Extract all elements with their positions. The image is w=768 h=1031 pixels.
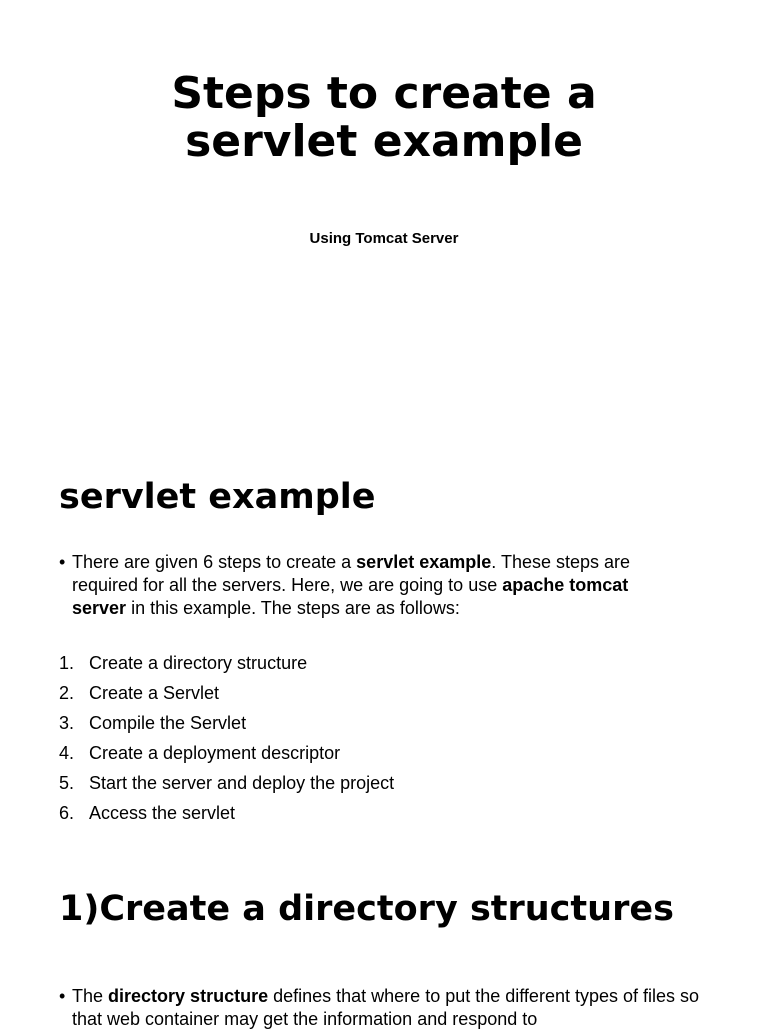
intro-text-part-1: There are given 6 steps to create a <box>72 552 357 572</box>
step-label: Access the servlet <box>89 803 236 823</box>
dir-text-part-1: The <box>72 986 109 1006</box>
step-label: Create a deployment descriptor <box>89 743 341 763</box>
slide-subtitle: Using Tomcat Server <box>309 230 459 247</box>
step-number: 4. <box>59 743 75 763</box>
step-number: 6. <box>59 803 75 823</box>
step-label: Compile the Servlet <box>89 713 247 733</box>
bullet-marker: • <box>59 552 66 572</box>
section-heading-servlet-example: servlet example <box>59 477 376 517</box>
slide-title <box>0 70 768 166</box>
list-item <box>59 712 394 742</box>
step-label: Start the server and deploy the project <box>89 773 395 793</box>
step-number: 1. <box>59 653 75 673</box>
slide-title-line-2: servlet example <box>185 116 583 167</box>
list-item <box>59 742 394 772</box>
slide-title-line-1: Steps to create a <box>171 68 597 119</box>
intro-bullet-text <box>72 551 679 620</box>
steps-list <box>59 652 394 832</box>
dir-bold-directory-structure: directory structure <box>108 986 269 1006</box>
intro-bold-servlet-example: servlet example <box>356 552 492 572</box>
step-number: 3. <box>59 713 75 733</box>
list-item <box>59 772 394 802</box>
intro-text-part-2: . These steps are required for all the servers. Here, we are going to use <box>72 552 631 595</box>
section-heading-directory-structures: 1)Create a directory structures <box>59 889 674 929</box>
directory-bullet-text <box>72 985 709 1031</box>
step-label: Create a directory structure <box>89 653 308 673</box>
bullet-marker: • <box>59 986 66 1006</box>
intro-bold-apache-tomcat: apache tomcat server <box>72 575 629 618</box>
intro-bullet <box>59 551 679 620</box>
step-label: Create a Servlet <box>89 683 220 703</box>
list-item <box>59 682 394 712</box>
intro-text-part-3: in this example. The steps are as follows: <box>126 598 460 618</box>
list-item <box>59 652 394 682</box>
directory-bullet <box>59 985 709 1031</box>
list-item <box>59 802 394 832</box>
dir-text-part-2: defines that where to put the different types of files so that web container may get the information and respond to <box>72 986 700 1029</box>
step-number: 2. <box>59 683 75 703</box>
step-number: 5. <box>59 773 75 793</box>
